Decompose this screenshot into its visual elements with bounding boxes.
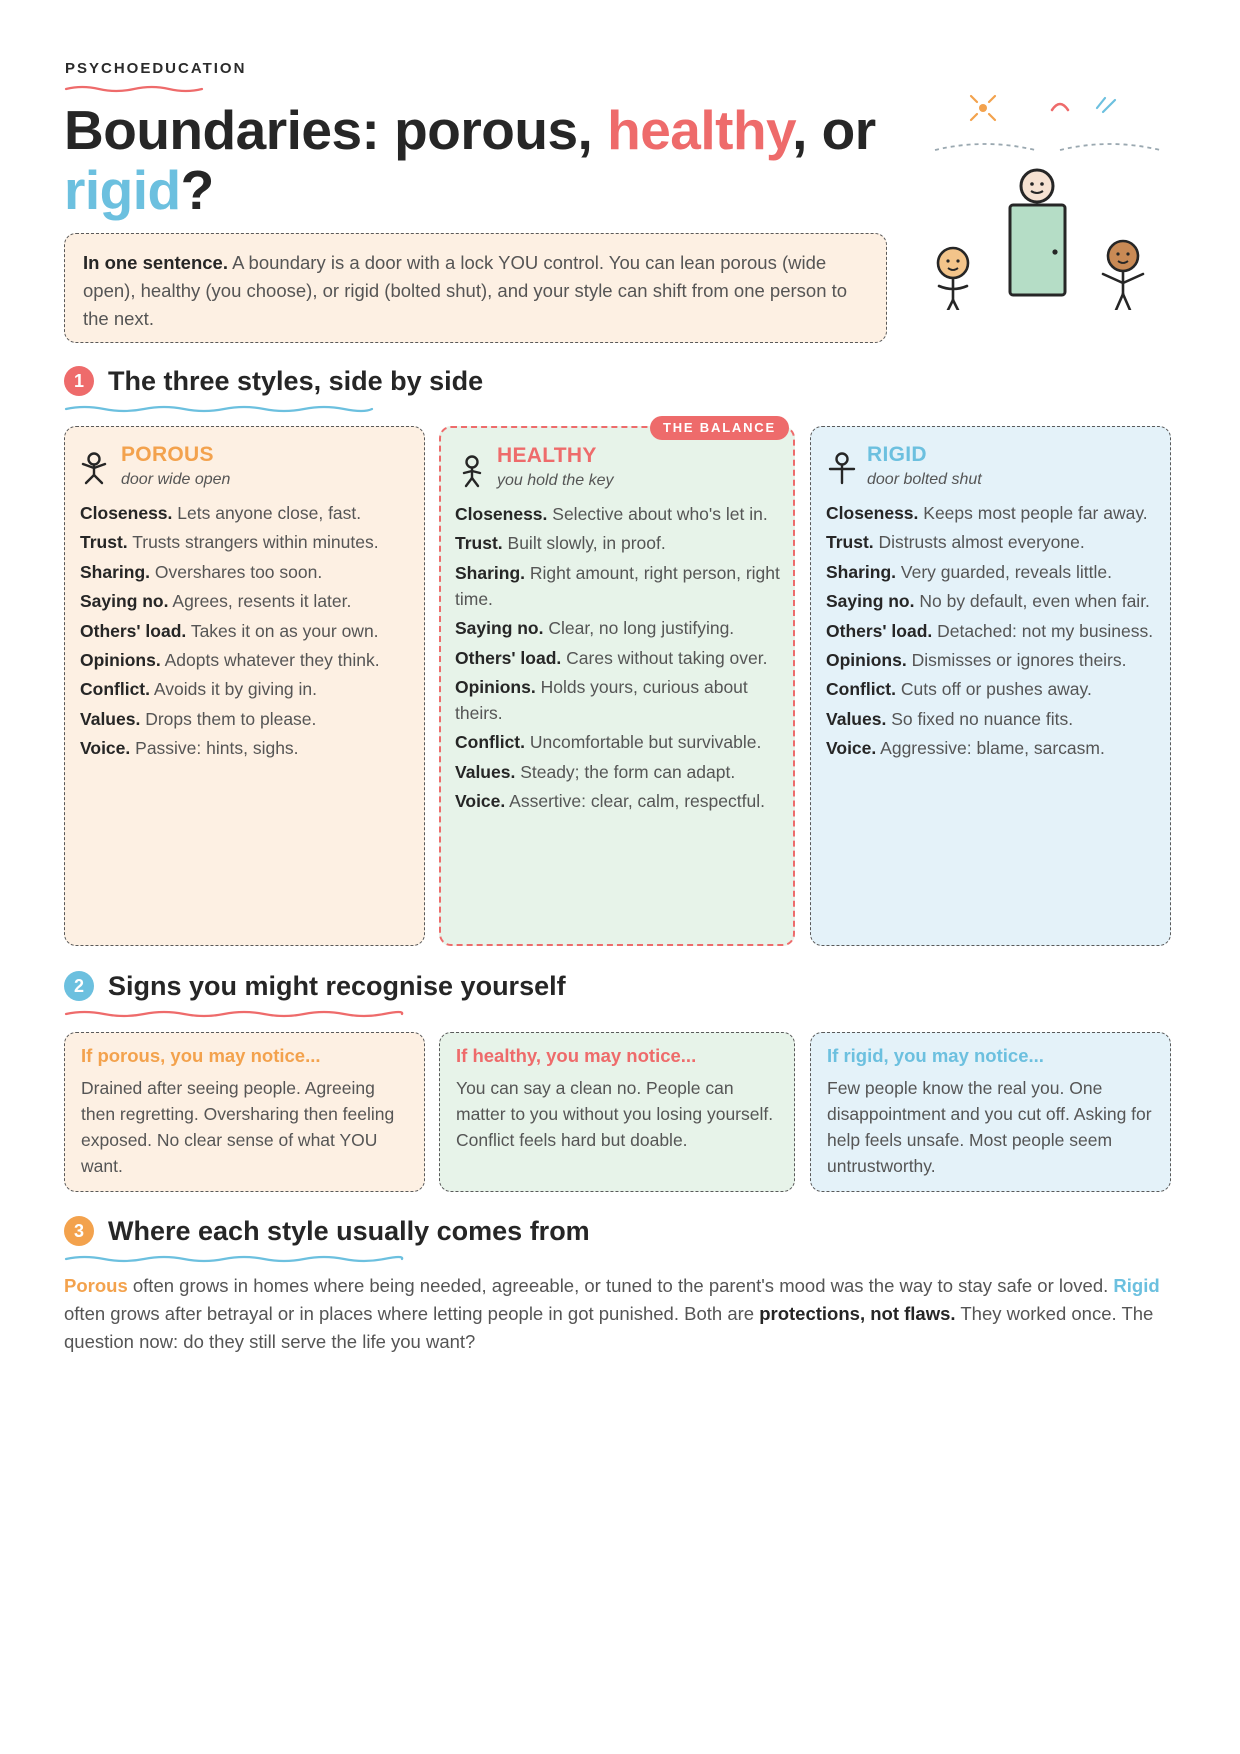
porous-row-text: Agrees, resents it later. — [172, 591, 352, 612]
card-porous — [64, 426, 425, 946]
origins-text-3: They worked once. The question now: do they still serve the life you want? — [64, 1303, 1154, 1352]
healthy-row — [455, 788, 785, 814]
healthy-row — [455, 615, 785, 641]
person-arms-out-icon — [827, 451, 857, 485]
porous-row-label: Values. — [80, 708, 141, 729]
eyebrow-label: PSYCHOEDUCATION — [65, 60, 247, 77]
healthy-row-label: Others' load. — [455, 647, 562, 668]
section-title-3: Where each style usually comes from — [108, 1216, 590, 1246]
porous-row-text: Avoids it by giving in. — [153, 679, 318, 700]
title-healthy: healthy — [607, 99, 793, 161]
title-end: ? — [180, 159, 214, 221]
signs-healthy-heading: If healthy, you may notice... — [456, 1045, 697, 1066]
title-rigid: rigid — [64, 159, 181, 221]
door-icon — [1010, 205, 1065, 295]
porous-row-text: Passive: hints, sighs. — [135, 738, 299, 759]
porous-row-text: Takes it on as your own. — [190, 620, 379, 641]
porous-row-label: Others' load. — [80, 620, 187, 641]
porous-row — [80, 559, 410, 585]
rigid-row-label: Sharing. — [826, 561, 897, 582]
healthy-row-text: Clear, no long justifying. — [548, 618, 735, 639]
rigid-row-label: Trust. — [826, 532, 874, 553]
rigid-row-text: Aggressive: blame, sarcasm. — [880, 738, 1105, 759]
healthy-row-label: Trust. — [455, 533, 503, 554]
signs-healthy-card — [439, 1032, 795, 1192]
healthy-row — [455, 560, 785, 612]
origins-bold: protections, not flaws. — [759, 1303, 956, 1324]
rigid-row-label: Voice. — [826, 738, 877, 759]
rigid-row-label: Closeness. — [826, 503, 919, 523]
rigid-row — [826, 618, 1161, 644]
origins-text-1: often grows in homes where being needed, agreeable, or tuned to the parent's mood was the way to stay safe or loved. — [127, 1275, 1114, 1296]
healthy-row-label: Conflict. — [455, 732, 525, 753]
porous-row-text: Adopts whatever they think. — [164, 649, 380, 670]
person-standing-icon — [459, 454, 485, 488]
card-rigid — [810, 426, 1171, 946]
eyebrow-underline — [64, 84, 204, 94]
porous-row-text: Trusts strangers within minutes. — [132, 532, 379, 553]
healthy-row-label: Voice. — [455, 791, 506, 812]
healthy-row-label: Opinions. — [455, 676, 536, 697]
porous-row-label: Closeness. — [80, 503, 173, 523]
porous-row-text: Drops them to please. — [145, 708, 317, 729]
rigid-row — [826, 676, 1161, 702]
origins-paragraph — [64, 1272, 1174, 1356]
section-number-2: 2 — [64, 971, 94, 1001]
porous-row — [80, 647, 410, 673]
porous-row-label: Conflict. — [80, 679, 150, 700]
card-porous-rows — [80, 500, 410, 765]
healthy-row-text: Selective about who's let in. — [552, 504, 768, 524]
porous-row-text: Lets anyone close, fast. — [177, 503, 362, 523]
healthy-row-label: Closeness. — [455, 504, 548, 524]
sparkle-icon — [971, 96, 995, 120]
healthy-row-text: Cares without taking over. — [566, 647, 768, 668]
rigid-row-text: Very guarded, reveals little. — [900, 561, 1112, 582]
signs-rigid-text: Few people know the real you. One disappointment and you cut off. Asking for help feels unsafe. Most people seem untrustworthy. — [827, 1078, 1152, 1176]
healthy-row — [455, 729, 785, 755]
healthy-row-text: Assertive: clear, calm, respectful. — [509, 791, 765, 812]
title-part-1: Boundaries: porous, — [64, 99, 608, 161]
origins-text-2: often grows after betrayal or in places where letting people in got punished. Both are — [64, 1303, 760, 1324]
rigid-row-label: Saying no. — [826, 591, 915, 612]
porous-row-label: Opinions. — [80, 649, 161, 670]
origins-porous-word: Porous — [64, 1275, 128, 1296]
head-over-door-icon — [1021, 170, 1053, 202]
porous-row — [80, 706, 410, 732]
person-arms-open-icon — [79, 451, 109, 485]
section-3-underline — [64, 1254, 404, 1264]
section-1-underline — [64, 404, 374, 414]
healthy-row-text: Holds yours, curious about theirs. — [455, 676, 748, 723]
rigid-row-text: No by default, even when fair. — [919, 591, 1150, 612]
rigid-row-text: Cuts off or pushes away. — [900, 679, 1092, 700]
card-rigid-rows — [826, 500, 1161, 765]
ground-dashes-left — [935, 144, 1035, 150]
healthy-row-text: Built slowly, in proof. — [507, 533, 666, 554]
page-title — [64, 100, 924, 220]
porous-row — [80, 618, 410, 644]
porous-row-text: Overshares too soon. — [154, 561, 323, 582]
porous-row-label: Voice. — [80, 738, 131, 759]
porous-row-label: Trust. — [80, 532, 128, 553]
porous-row — [80, 500, 410, 526]
rigid-row-label: Values. — [826, 708, 887, 729]
signs-rigid-card — [810, 1032, 1171, 1192]
rigid-row — [826, 559, 1161, 585]
healthy-row — [455, 674, 785, 726]
card-porous-subtitle: door wide open — [121, 471, 231, 488]
balance-badge: THE BALANCE — [650, 416, 789, 440]
rigid-row — [826, 500, 1161, 526]
rigid-row — [826, 647, 1161, 673]
rigid-row-text: So fixed no nuance fits. — [891, 708, 1074, 729]
signs-rigid-heading: If rigid, you may notice... — [827, 1045, 1044, 1066]
healthy-row-text: Right amount, right person, right time. — [455, 562, 780, 609]
card-porous-name: POROUS — [121, 443, 214, 466]
title-part-2: , or — [792, 99, 876, 161]
card-healthy-subtitle: you hold the key — [497, 472, 614, 489]
summary-lead: In one sentence. — [83, 252, 228, 273]
healthy-row — [455, 645, 785, 671]
signs-healthy-text: You can say a clean no. People can matter to you without you losing yourself. Conflict feels hard but doable. — [456, 1078, 774, 1150]
porous-row — [80, 588, 410, 614]
signs-porous-heading: If porous, you may notice... — [81, 1045, 321, 1066]
healthy-row-text: Steady; the form can adapt. — [520, 761, 736, 782]
rigid-row-text: Dismisses or ignores theirs. — [911, 649, 1127, 670]
porous-row-label: Sharing. — [80, 561, 151, 582]
rigid-row-text: Keeps most people far away. — [923, 503, 1148, 523]
card-healthy-name: HEALTHY — [497, 444, 597, 467]
healthy-row — [455, 501, 785, 527]
section-number-3: 3 — [64, 1216, 94, 1246]
rigid-row — [826, 588, 1161, 614]
summary-box — [64, 233, 887, 343]
section-title-1: The three styles, side by side — [108, 366, 484, 396]
hero-illustration — [925, 80, 1175, 310]
healthy-row — [455, 530, 785, 556]
healthy-row-text: Uncomfortable but survivable. — [529, 732, 762, 753]
card-healthy — [439, 426, 795, 946]
rigid-row-label: Conflict. — [826, 679, 896, 700]
section-number-1: 1 — [64, 366, 94, 396]
arc-icon — [1052, 104, 1068, 110]
section-2-underline — [64, 1009, 404, 1019]
rigid-row-label: Opinions. — [826, 649, 907, 670]
rigid-row — [826, 706, 1161, 732]
porous-row-label: Saying no. — [80, 591, 169, 612]
section-title-2: Signs you might recognise yourself — [108, 971, 566, 1001]
signs-porous-card — [64, 1032, 425, 1192]
healthy-row — [455, 759, 785, 785]
rigid-row-text: Detached: not my business. — [937, 620, 1154, 641]
rigid-row — [826, 529, 1161, 555]
rigid-row-text: Distrusts almost everyone. — [878, 532, 1085, 553]
healthy-row-label: Saying no. — [455, 618, 544, 639]
summary-text: A boundary is a door with a lock YOU control. You can lean porous (wide open), healthy (you choose), or rigid (bolted shut), and your style can shift from one person to the next. — [83, 252, 848, 329]
porous-row — [80, 735, 410, 761]
rigid-row — [826, 735, 1161, 761]
card-rigid-subtitle: door bolted shut — [867, 471, 982, 488]
porous-row — [80, 676, 410, 702]
signs-porous-text: Drained after seeing people. Agreeing then regretting. Oversharing then feeling exposed. No clear sense of what YOU want. — [81, 1078, 395, 1176]
rigid-row-label: Others' load. — [826, 620, 933, 641]
card-rigid-name: RIGID — [867, 443, 927, 466]
card-healthy-rows — [455, 501, 785, 818]
dash-marks-icon — [1097, 98, 1115, 112]
healthy-row-label: Sharing. — [455, 562, 526, 583]
ground-dashes-right — [1060, 144, 1160, 150]
healthy-row-label: Values. — [455, 761, 516, 782]
person-right-icon — [1103, 241, 1143, 310]
origins-rigid-word: Rigid — [1113, 1275, 1160, 1296]
porous-row — [80, 529, 410, 555]
person-left-icon — [938, 248, 968, 310]
